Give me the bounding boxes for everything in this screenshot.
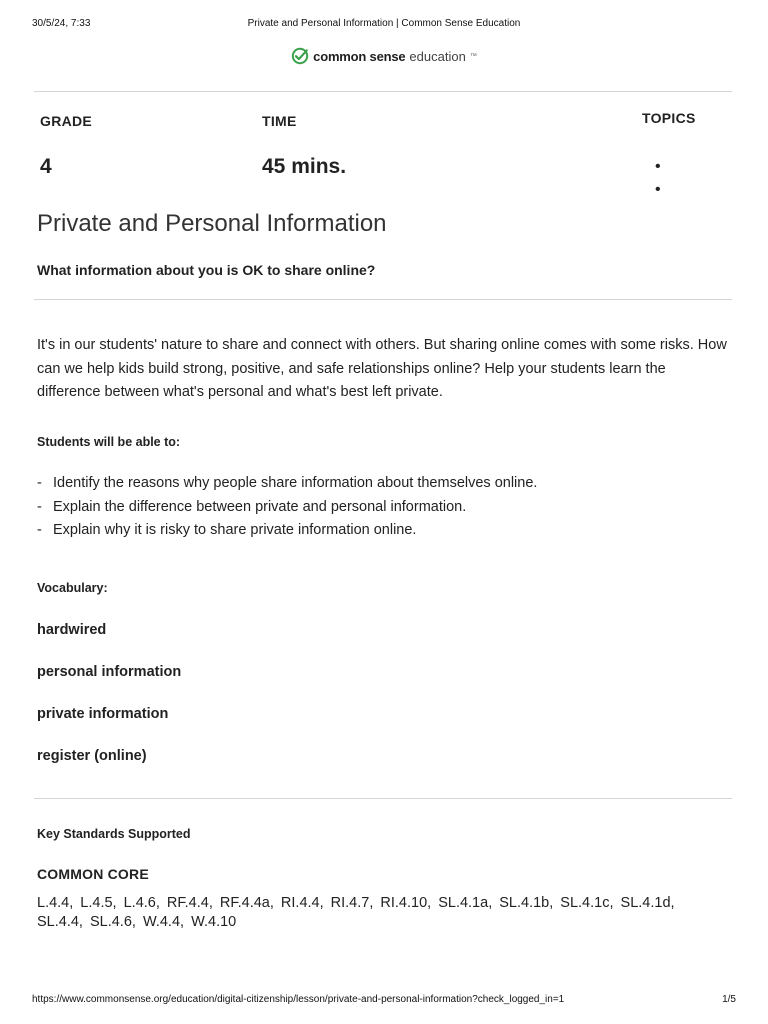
divider-bottom: [34, 798, 732, 799]
logo-brand-bold: common sense: [313, 48, 406, 64]
check-circle-icon: [291, 47, 309, 65]
vocab-term[interactable]: private information: [37, 706, 169, 722]
vocab-term[interactable]: personal information: [37, 664, 182, 680]
divider-middle: [34, 299, 732, 300]
standards-heading: Key Standards Supported: [37, 827, 191, 841]
lesson-subtitle: What information about you is OK to share online?: [37, 262, 376, 278]
logo-trademark: ™: [469, 52, 477, 60]
topic-bullet: •: [655, 158, 661, 175]
logo-brand-light: education: [409, 48, 466, 64]
lesson-title: Private and Personal Information: [37, 210, 387, 237]
standards-codes: L.4.4, L.4.5, L.4.6, RF.4.4, RF.4.4a, RI.4.4, RI.4.7, RI.4.10, SL.4.1a, SL.4.1b, SL.4.1c, SL.4.1d, SL.4.4, SL.4.6, W.4.4, W.4.10: [37, 895, 675, 930]
print-footer: [32, 994, 736, 1005]
objective-item: - Explain the difference between private and personal information.: [37, 498, 467, 515]
print-datetime: 30/5/24, 7:33: [32, 18, 91, 29]
print-header: [32, 18, 736, 29]
time-value: 45 mins.: [262, 155, 347, 178]
objective-item: - Explain why it is risky to share private information online.: [37, 522, 417, 538]
divider-top: [34, 91, 732, 92]
print-url[interactable]: https://www.commonsense.org/education/digital-citizenship/lesson/private-and-personal-information?check_logged_in=1: [32, 994, 565, 1005]
print-page-title: Private and Personal Information | Common Sense Education: [247, 18, 521, 29]
topic-bullet: •: [655, 181, 661, 198]
lesson-intro: It's in our students' nature to share and connect with others. But sharing online comes with some risks. How can we help kids build strong, positive, and safe relationships online? Help your students learn the difference between what's personal and what's best left private.: [37, 337, 727, 400]
topics-label: TOPICS: [642, 110, 696, 126]
vocabulary-heading: Vocabulary:: [37, 581, 108, 595]
time-label: TIME: [262, 113, 297, 129]
print-page-number: 1/5: [722, 994, 736, 1005]
grade-label: GRADE: [40, 113, 93, 129]
objective-item: - Identify the reasons why people share information about themselves online.: [37, 475, 538, 491]
grade-value: 4: [40, 155, 52, 178]
topics-list: [655, 155, 661, 201]
vocab-term[interactable]: register (online): [37, 748, 147, 764]
common-core-label: COMMON CORE: [37, 866, 149, 882]
vocab-term[interactable]: hardwired: [37, 622, 107, 638]
vocabulary-list: [37, 620, 181, 788]
objectives-list: [37, 472, 537, 543]
objectives-heading: Students will be able to:: [37, 435, 181, 449]
site-logo[interactable]: [0, 47, 768, 65]
